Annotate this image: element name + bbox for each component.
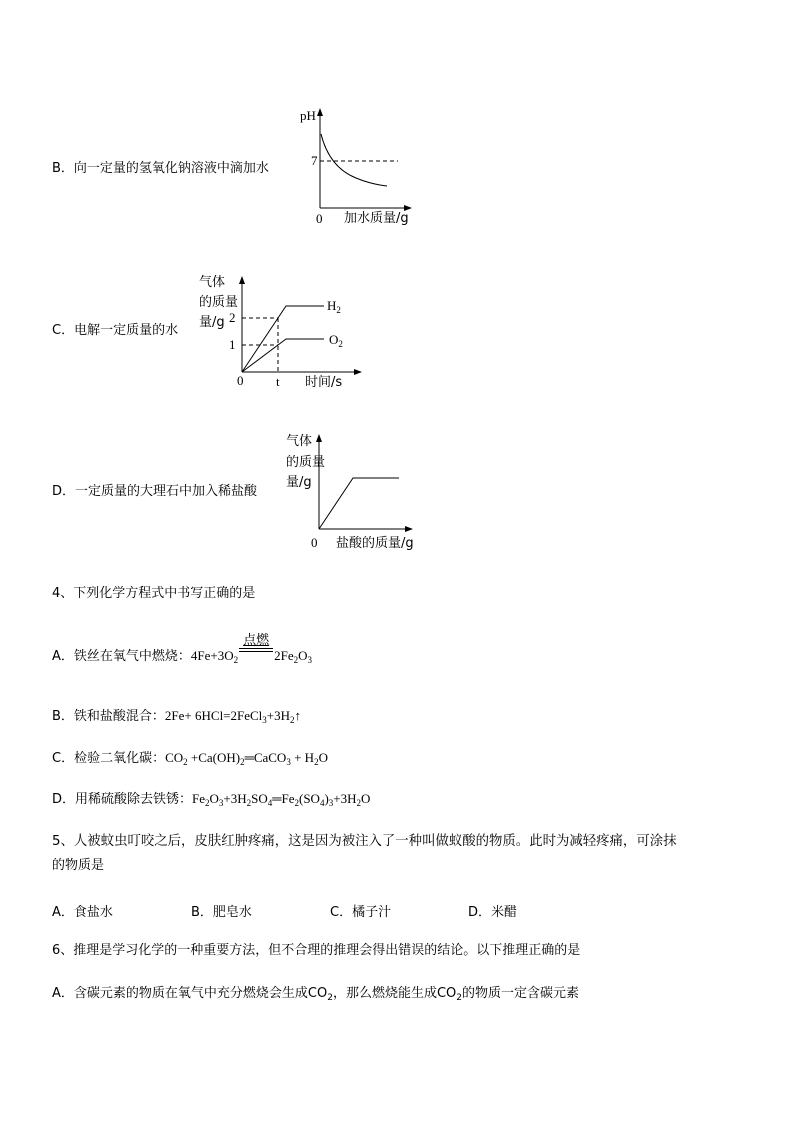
q4-option-d: D．用稀硫酸除去铁锈：$Fe_2O_3+3H_2SO_4═Fe_2(SO_4)_3+3H_2O$	[52, 791, 371, 808]
option-b-text: B．向一定量的氢氧化钠溶液中滴加水	[52, 161, 269, 176]
graph-c-origin: 0	[237, 373, 244, 388]
graph-d-y-label-3: 量/g	[286, 475, 312, 490]
q4-a-condition: 点燃	[239, 649, 273, 665]
graph-d-y-arrow	[316, 434, 322, 442]
graph-c-x-label: 时间/s	[305, 375, 343, 390]
graph-c-y-label-3: 量/g	[199, 315, 225, 330]
graph-d-svg	[313, 428, 423, 538]
graph-c-series-h-label: $H_2$	[327, 298, 341, 315]
graph-c-y-arrow	[239, 276, 245, 284]
option-c-text: C．电解一定质量的水	[52, 323, 179, 338]
graph-d-y-label-2: 的质量	[286, 455, 326, 470]
graph-b-y-arrow	[317, 108, 323, 116]
q4-option-b: B．铁和盐酸混合：$2Fe+ 6HCl=2FeCl_3+3H_2↑$	[52, 708, 302, 725]
graph-c-series-o2	[242, 339, 324, 372]
q6-stem: 6、推理是学习化学的一种重要方法，但不合理的推理会得出错误的结论。以下推理正确的是	[52, 943, 581, 958]
graph-d-y-label-1: 气体	[286, 434, 313, 449]
graph-c-svg	[236, 273, 366, 383]
graph-b-svg	[300, 108, 420, 218]
graph-c-y-label-1: 气体	[199, 275, 226, 290]
q5-option-b: B．肥皂水	[191, 905, 252, 920]
q4-stem: 4、下列化学方程式中书写正确的是	[52, 586, 256, 601]
graph-b-tick-7: 7	[311, 153, 318, 168]
q5-option-d: D．米醋	[468, 905, 518, 920]
graph-c-tick-2: 2	[229, 310, 236, 325]
graph-d-x-label: 盐酸的质量/g	[336, 536, 414, 551]
q5-stem-line2: 的物质是	[52, 858, 105, 873]
graph-b-curve	[321, 134, 387, 186]
graph-d-origin: 0	[311, 535, 318, 550]
q4-option-a: A．铁丝在氧气中燃烧：$4Fe+3O_2$ 点燃 $2Fe_2O_3$	[52, 633, 313, 665]
q5-option-a: A．食盐水	[52, 905, 113, 920]
option-d-text: D．一定质量的大理石中加入稀盐酸	[52, 484, 258, 499]
q4-option-c: C．检验二氧化碳：$CO_2$ $+Ca(OH)_2═CaCO_3 + H_2O$	[52, 750, 328, 767]
graph-c-tick-t: t	[276, 374, 280, 389]
q6-option-a: A．含碳元素的物质在氧气中充分燃烧会生成$CO_2$，那么燃烧能生成$CO_2$的物质一定含碳元素	[52, 986, 579, 1003]
q5-stem-line1: 5、人被蚊虫叮咬之后，皮肤红肿疼痛，这是因为被注入了一种叫做蚁酸的物质。此时为减轻疼痛，可涂抹	[52, 834, 677, 849]
graph-c-tick-1: 1	[229, 337, 236, 352]
graph-b-y-label: pH	[300, 108, 316, 123]
graph-d-series	[319, 478, 399, 529]
graph-c-series-o-label: $O_2$	[329, 332, 343, 349]
q5-option-c: C．橘子汁	[330, 905, 392, 920]
graph-b-origin: 0	[316, 211, 323, 226]
graph-d-x-arrow	[405, 526, 413, 532]
graph-b-x-label: 加水质量/g	[344, 211, 409, 226]
graph-c-y-label-2: 的质量	[199, 295, 239, 310]
graph-c-x-arrow	[354, 369, 362, 375]
